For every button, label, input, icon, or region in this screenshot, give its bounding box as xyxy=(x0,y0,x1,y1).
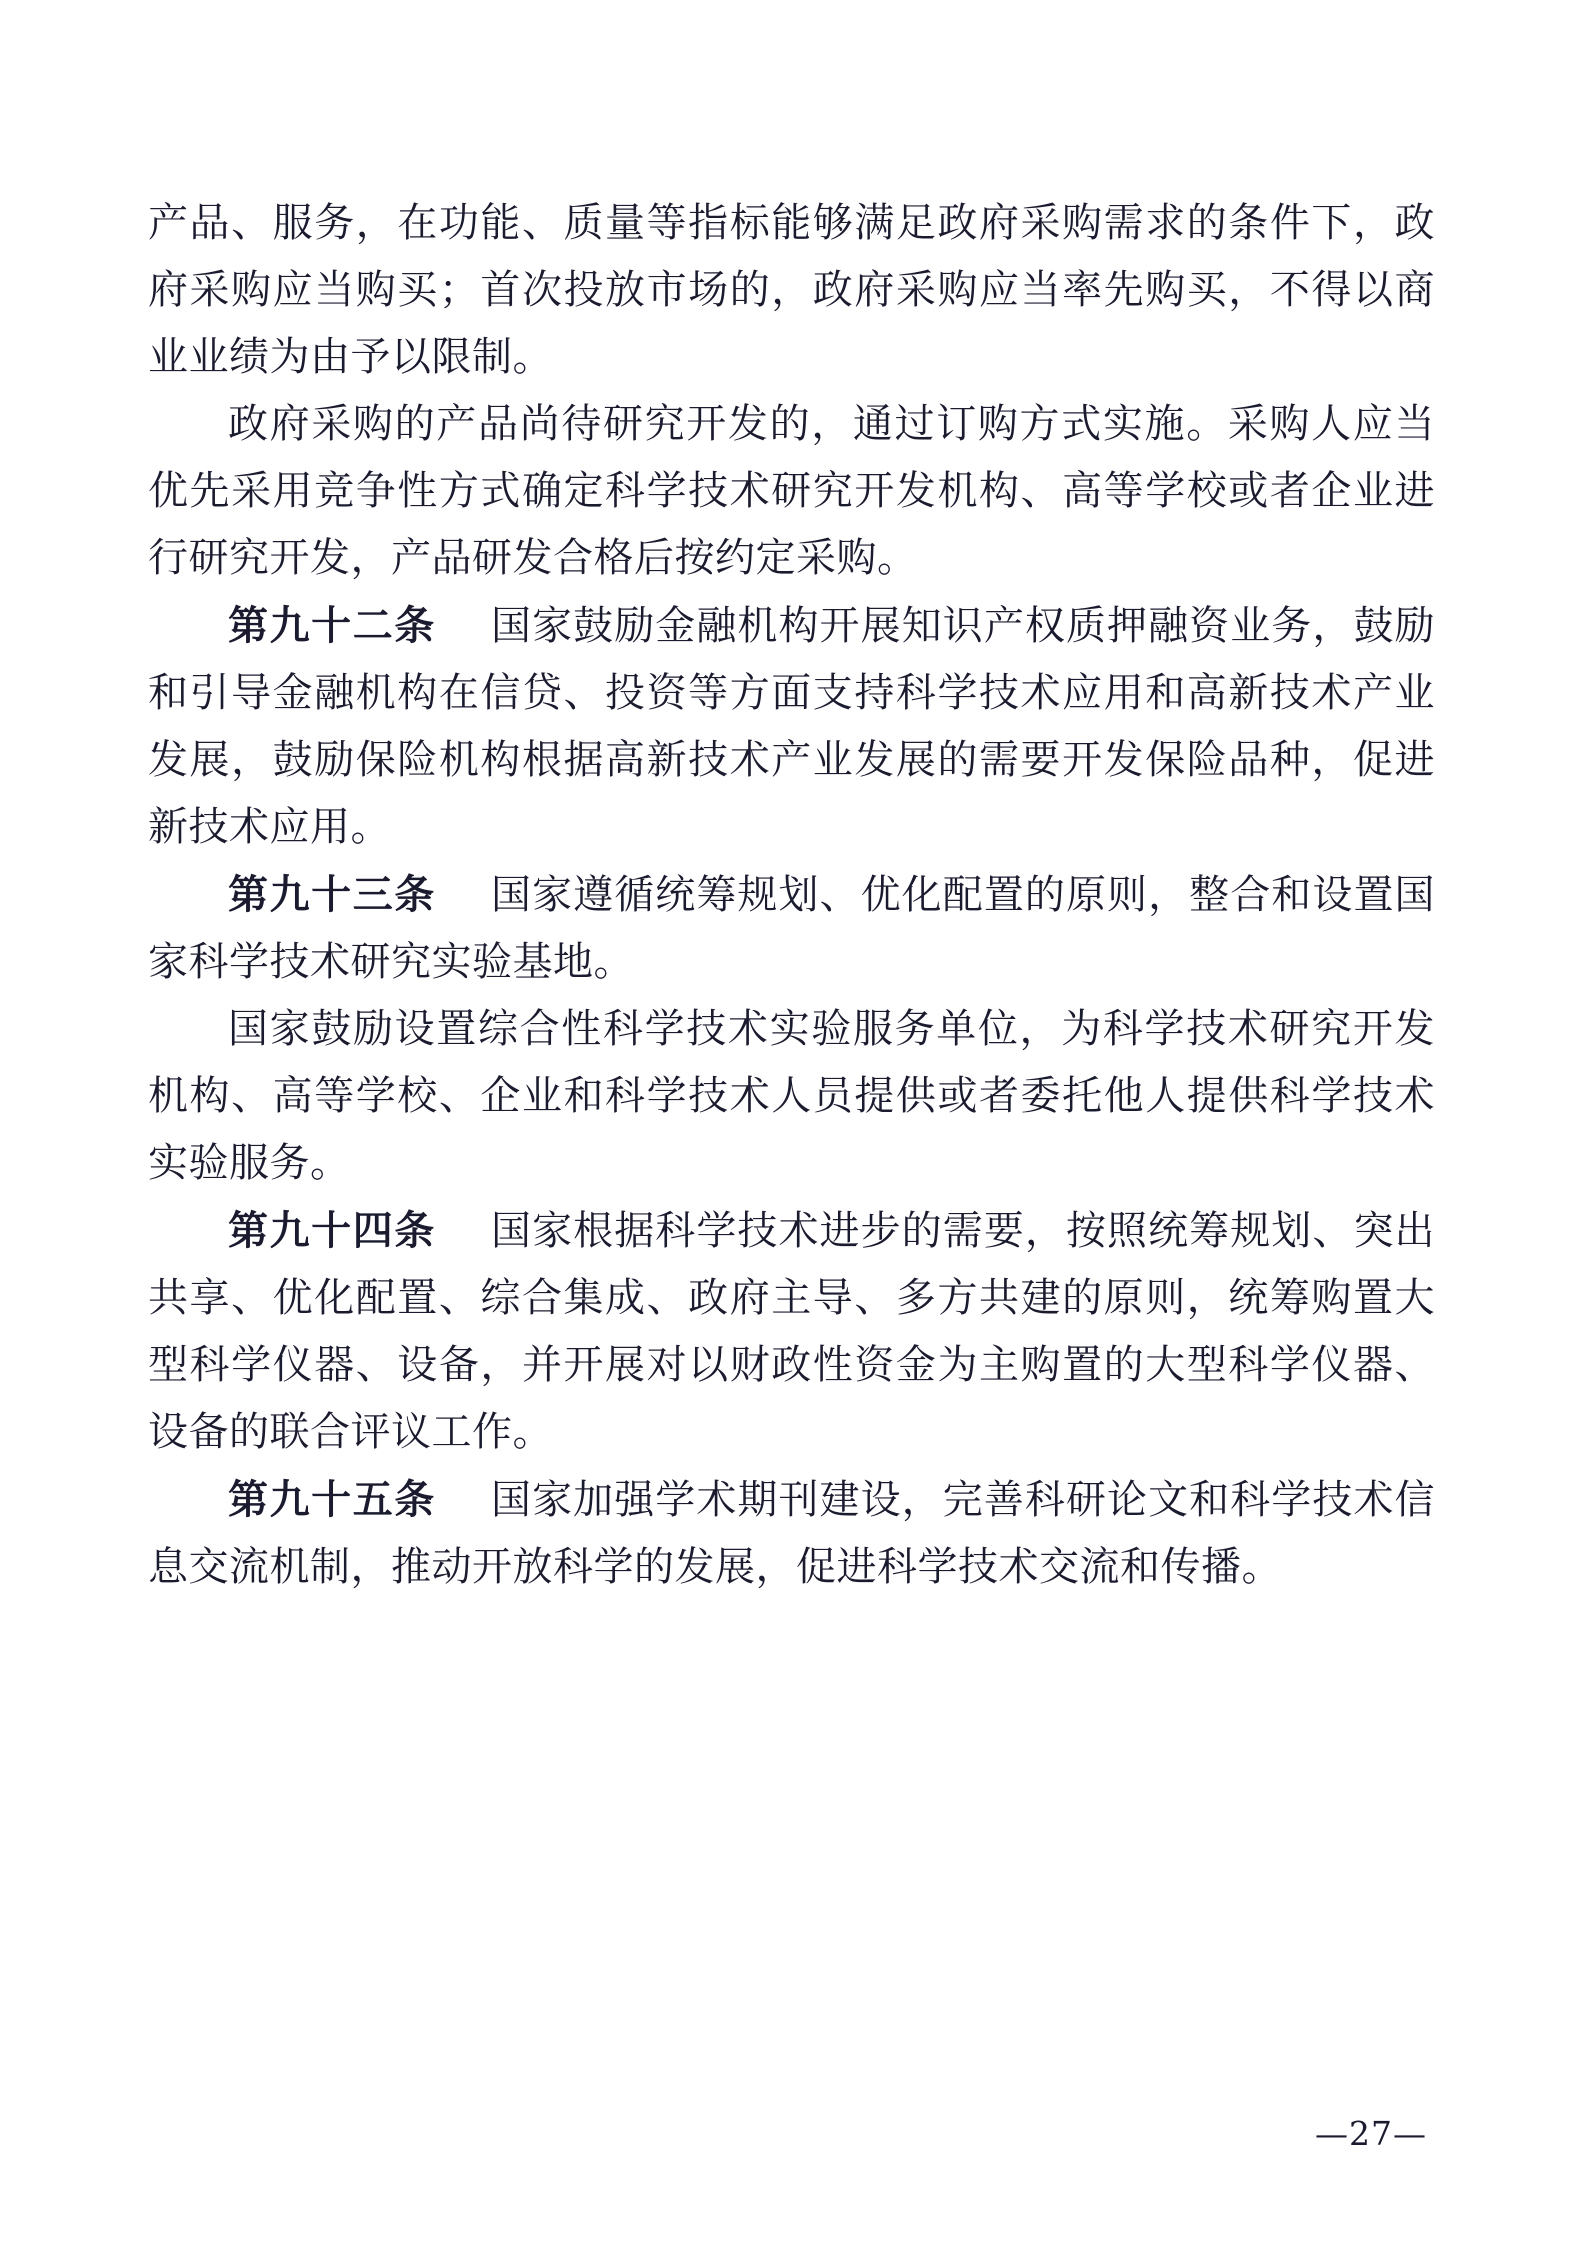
document-body xyxy=(148,190,1435,1601)
paragraph-article-93-second xyxy=(148,996,1435,1197)
paragraph-text: 国家鼓励金融机构开展知识产权质押融资业务，鼓励和引导金融机构在信贷、投资等方面支持科学技术应用和高新技术产业发展，鼓励保险机构根据高新技术产业发展的需要开发保险品种，促进新技术应用。 xyxy=(148,603,1436,850)
page-number: —27— xyxy=(1315,2114,1427,2153)
paragraph-procurement-order xyxy=(148,391,1435,592)
paragraph-text: 产品、服务，在功能、质量等指标能够满足政府采购需求的条件下，政府采购应当购买；首次投放市场的，政府采购应当率先购买，不得以商业业绩为由予以限制。 xyxy=(148,200,1435,380)
paragraph-article-95 xyxy=(148,1466,1435,1601)
label-spacer xyxy=(450,1477,491,1523)
label-spacer xyxy=(450,872,491,918)
article-label-92: 第九十二条 xyxy=(228,602,436,649)
paragraph-text: 国家遵循统筹规划、优化配置的原则，整合和设置国家科学技术研究实验基地。 xyxy=(148,872,1436,985)
paragraph-text: 国家根据科学技术进步的需要，按照统筹规划、突出共享、优化配置、综合集成、政府主导、多方共建的原则，统筹购置大型科学仪器、设备，并开展对以财政性资金为主购置的大型科学仪器、设备的联合评议工作。 xyxy=(148,1208,1436,1455)
label-spacer xyxy=(450,603,491,649)
paragraph-text: 国家鼓励设置综合性科学技术实验服务单位，为科学技术研究开发机构、高等学校、企业和科学技术人员提供或者委托他人提供科学技术实验服务。 xyxy=(148,1006,1435,1186)
article-label-94: 第九十四条 xyxy=(228,1207,436,1254)
paragraph-text: 政府采购的产品尚待研究开发的，通过订购方式实施。采购人应当优先采用竞争性方式确定科学技术研究开发机构、高等学校或者企业进行研究开发，产品研发合格后按约定采购。 xyxy=(148,401,1435,581)
paragraph-text: 国家加强学术期刊建设，完善科研论文和科学技术信息交流机制，推动开放科学的发展，促进科学技术交流和传播。 xyxy=(148,1477,1436,1590)
paragraph-article-92 xyxy=(148,592,1435,861)
paragraph-article-94 xyxy=(148,1197,1435,1466)
article-label-95: 第九十五条 xyxy=(228,1476,436,1523)
label-spacer xyxy=(450,1208,491,1254)
paragraph-article-93 xyxy=(148,861,1435,996)
article-label-93: 第九十三条 xyxy=(228,871,436,918)
paragraph-procurement-continued xyxy=(148,190,1435,391)
